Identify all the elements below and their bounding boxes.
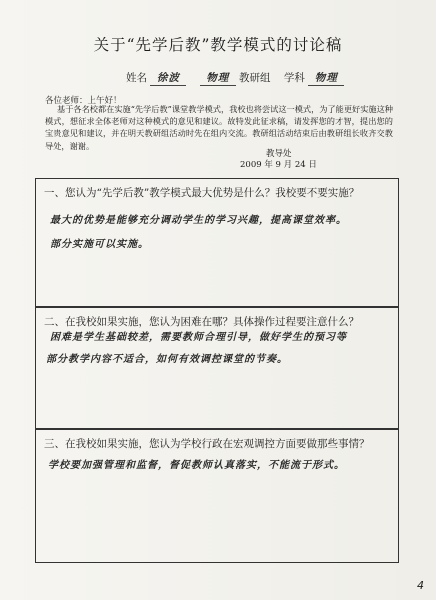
- question-2: 二、在我校如果实施，您认为困难在哪？具体操作过程要注意什么？: [44, 316, 359, 328]
- page-number: 4: [417, 579, 424, 592]
- subject-value: 物理: [308, 70, 344, 86]
- group-value: 物理: [200, 70, 236, 86]
- question-box-3: [35, 429, 399, 563]
- issue-date: 2009 年 9 月 24 日: [240, 160, 317, 170]
- subject-label: 学科: [283, 72, 305, 84]
- document-title: 关于“先学后教”教学模式的讨论稿: [93, 36, 343, 54]
- intro-paragraph: 基于各名校都在实施“先学后教”课堂教学模式，我校也将尝试这一模式，为了能更好实施这种模式，想征求全体老师对这种模式的意见和建议。故特发此征求稿，请发挥您的才智，提出您的宝贵意见和建议，并在明天教研组活动时先在组内交流。教研组活动结束后由教研组长收齐交教导处，谢谢。: [45, 104, 393, 151]
- answer-1-line-2: 部分实施可以实施。: [50, 239, 149, 250]
- question-box-2: [35, 307, 399, 429]
- question-3: 三、在我校如果实施，您认为学校行政在宏观调控方面要做那些事情？: [44, 438, 370, 450]
- name-value: 徐波: [150, 70, 186, 86]
- issuing-office: 教导处: [266, 149, 292, 159]
- answer-2-line-2: 部分教学内容不适合，如何有效调控课堂的节奏。: [46, 354, 288, 365]
- answer-3-line-1: 学校要加强管理和监督，督促教师认真落实，不能流于形式。: [48, 460, 345, 471]
- answer-2-line-1: 困难是学生基础较差，需要教师合理引导，做好学生的预习等: [50, 332, 347, 343]
- answer-1-line-1: 最大的优势是能够充分调动学生的学习兴趣，提高课堂效率。: [50, 215, 347, 226]
- name-label: 姓名: [126, 72, 147, 84]
- greeting: 各位老师：上午好！: [45, 96, 122, 106]
- question-1: 一、您认为“先学后教”教学模式最大优势是什么？我校要不要实施？: [44, 187, 360, 199]
- question-box-1: [35, 178, 399, 307]
- name-line: [126, 70, 344, 86]
- group-label: 教研组: [239, 72, 271, 84]
